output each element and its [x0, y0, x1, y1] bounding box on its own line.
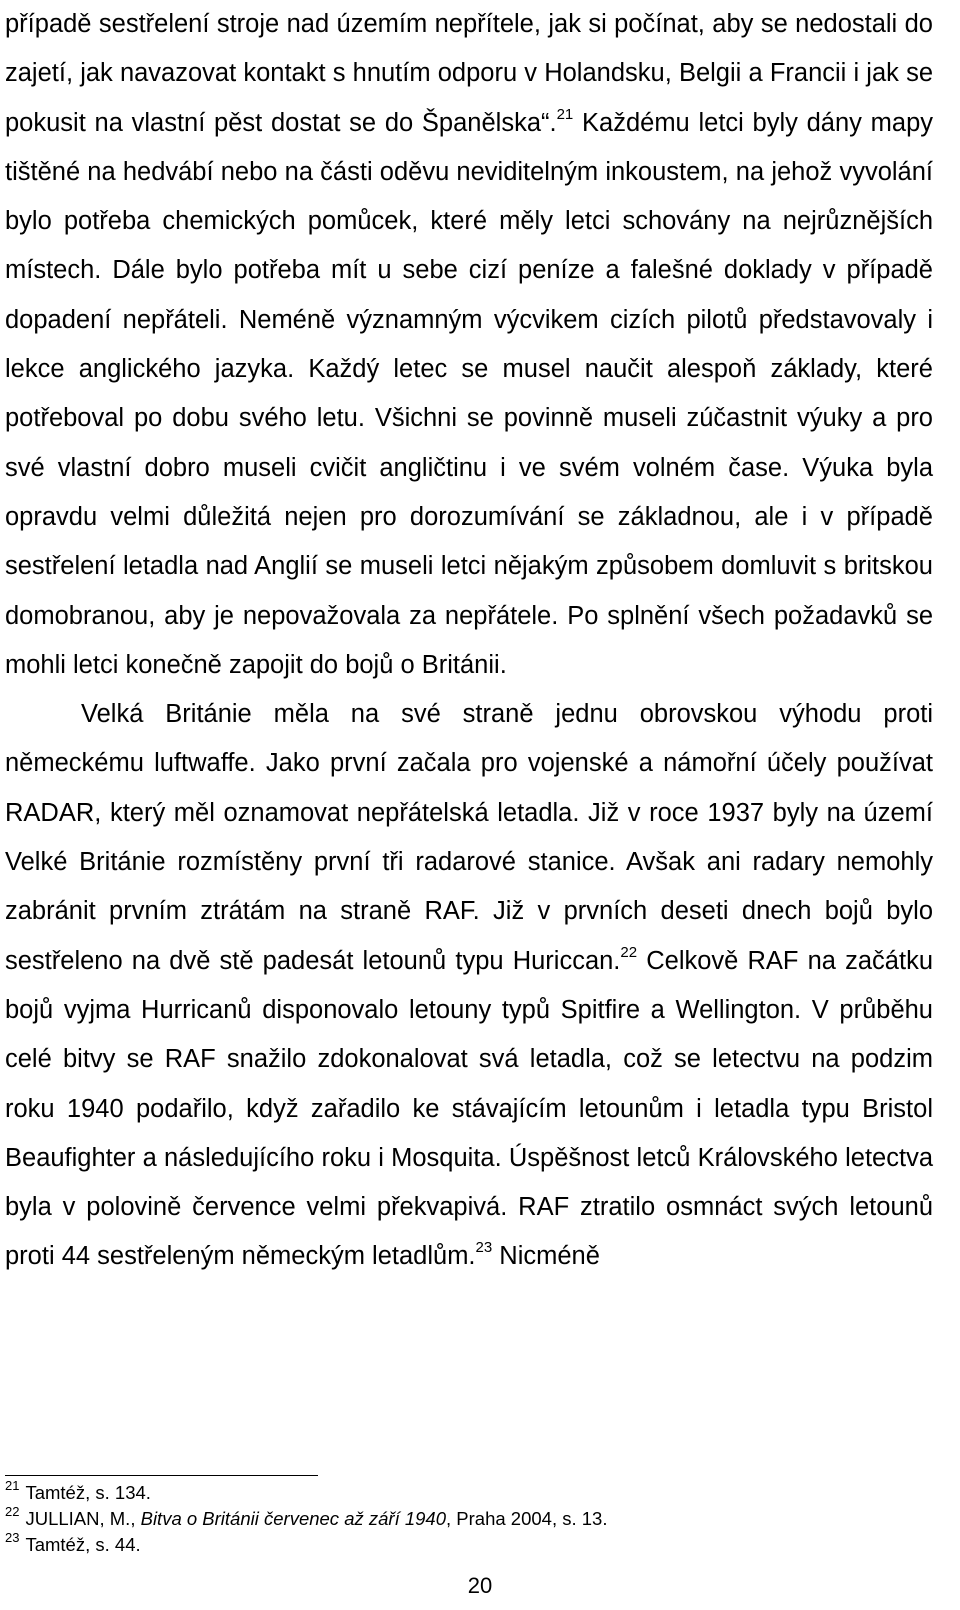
- footnote-reference: 22: [620, 943, 638, 961]
- paragraph-text: Celkově RAF na začátku bojů vyjma Hurricanů disponovalo letouny typů Spitfire a Wellington. V průběhu celé bitvy se RAF snažilo zdokonalovat svá letadla, což se letectvu na podzim roku 1940 podařilo, když zařadilo ke stávajícím letounům i letadla typu Bristol Beaufighter a následujícího roku i Mosquita. Úspěšnost letců Královského letectva byla v polovině července velmi překvapivá. RAF ztratilo osmnáct svých letounů proti 44 sestřeleným německým letadlům.: [5, 946, 934, 1271]
- paragraph: [5, 690, 933, 1282]
- footnote-number: 22: [5, 1504, 20, 1519]
- page-number: 20: [467, 1573, 493, 1598]
- paragraph: [5, 0, 933, 690]
- page-body: [5, 0, 933, 1282]
- footnote-text: Tamtéž, s. 44.: [25, 1534, 141, 1555]
- footnote: [5, 1506, 933, 1532]
- footnote: [5, 1532, 933, 1558]
- footnote-title: Bitva o Británii červenec až září 1940: [140, 1508, 447, 1529]
- footnote-reference: 23: [475, 1239, 493, 1257]
- footnote-number: 21: [5, 1478, 20, 1493]
- paragraph-text: Nicméně: [492, 1242, 600, 1271]
- footnote-reference: 21: [556, 105, 574, 123]
- footnote-number: 23: [5, 1530, 20, 1545]
- footnote-text-tail: , Praha 2004, s. 13.: [446, 1508, 608, 1529]
- footnote: [5, 1480, 933, 1506]
- paragraph-text: Každému letci byly dány mapy tištěné na hedvábí nebo na části oděvu neviditelným inkoustem, na jehož vyvolání bylo potřeba chemických pomůcek, které měly letci schovány na nejrůznějších místech. Dále bylo potřeba mít u sebe cizí peníze a falešné doklady v případě dopadení nepřáteli. Neméně významným výcvikem cizích pilotů představovaly i lekce anglického jazyka. Každý letec se musel naučit alespoň základy, které potřeboval po dobu svého letu. Všichni se povinně museli zúčastnit výuky a pro své vlastní dobro museli cvičit angličtinu i ve svém volném čase. Výuka byla opravdu velmi důležitá nejen pro dorozumívání se základnou, ale i v případě sestřelení letadla nad Anglií se museli letci nějakým způsobem domluvit s britskou domobranou, aby je nepovažovala za nepřátele. Po splnění všech požadavků se mohli letci konečně zapojit do bojů o Británii.: [5, 108, 934, 679]
- footnotes: [5, 1480, 933, 1558]
- body-text: [5, 0, 933, 1282]
- paragraph-text: Velká Británie měla na své straně jednu obrovskou výhodu proti německému luftwaffe. Jako první začala pro vojenské a námořní účely používat RADAR, který měl oznamovat nepřátelská letadla. Již v roce 1937 byly na území Velké Británie rozmístěny první tři radarové stanice. Avšak ani radary nemohly zabránit prvním ztrátám na straně RAF. Již v prvních deseti dnech bojů bylo sestřeleno na dvě stě padesát letounů typu Huriccan.: [5, 700, 933, 975]
- footnote-separator: [5, 1475, 318, 1476]
- paragraph-text: případě sestřelení stroje nad územím nepřítele, jak si počínat, aby se nedostali do zajetí, jak navazovat kontakt s hnutím odporu v Holandsku, Belgii a Francii i jak se pokusit na vlastní pěst dostat se do Španělska“.: [5, 10, 933, 137]
- footnote-text: Tamtéž, s. 134.: [25, 1482, 151, 1503]
- footnote-text: JULLIAN, M.,: [25, 1508, 141, 1529]
